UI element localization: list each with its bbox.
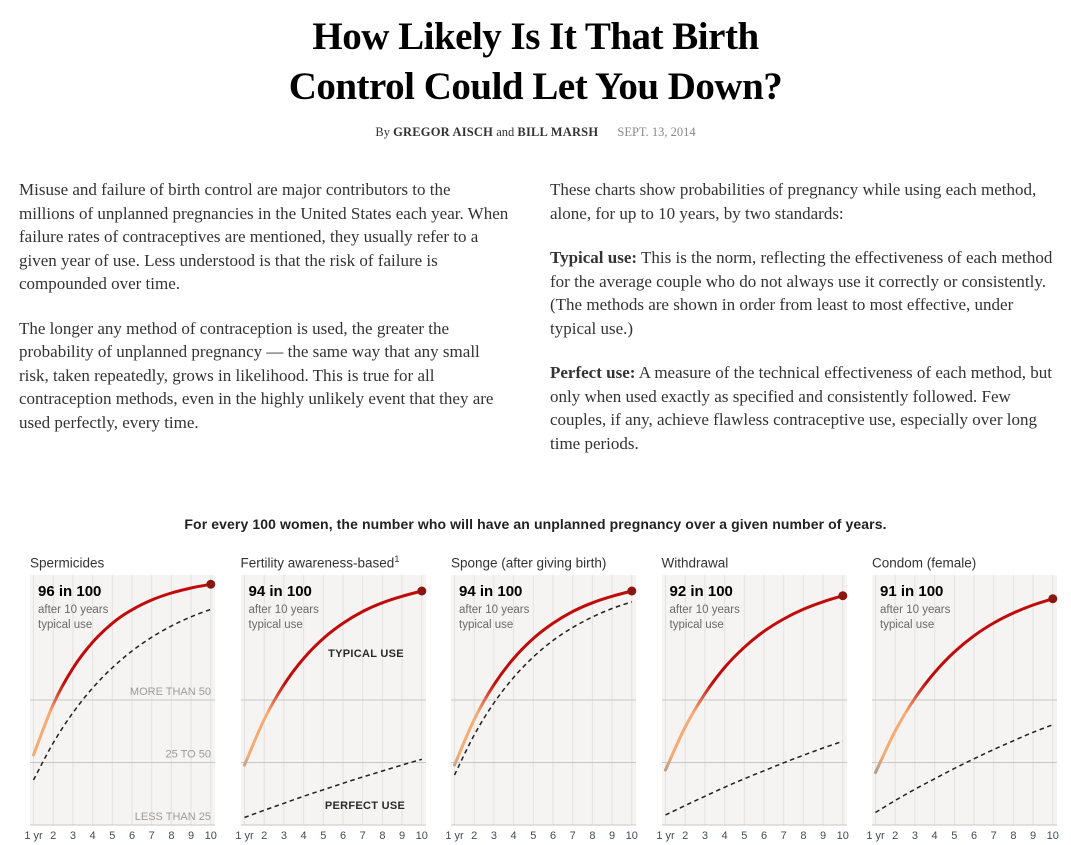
svg-text:7: 7 [780,830,787,842]
svg-text:PERFECT USE: PERFECT USE [324,800,405,812]
svg-text:9: 9 [1030,830,1037,842]
charts-headline: For every 100 women, the number who will have an unplanned pregnancy over a given number of years. [184,516,887,532]
svg-text:6: 6 [549,830,557,842]
svg-text:7: 7 [359,830,366,842]
paragraph-typical-use [550,246,1061,340]
end-point-dot [838,591,847,600]
svg-text:10: 10 [836,830,849,842]
title-line-2: Control Could Let You Down? [288,65,783,108]
svg-text:10: 10 [625,830,638,842]
svg-text:2: 2 [471,830,478,842]
callout-line1: after 10 years [248,604,319,616]
byline-conjunction: and [496,125,515,139]
paragraph-perfect-use [550,361,1061,455]
author-1: GREGOR AISCH [393,125,494,139]
charts-section [0,516,1071,842]
page-title [0,12,1071,112]
byline [0,125,1071,140]
callout-value: 96 in 100 [38,583,102,600]
callout-value: 92 in 100 [669,583,733,600]
callout-line2: typical use [38,618,93,631]
svg-text:3: 3 [490,830,497,842]
svg-text:25 TO 50: 25 TO 50 [165,748,211,761]
chart-title: Condom (female) [872,555,977,571]
x-axis-labels [24,830,217,842]
svg-text:3: 3 [911,830,918,842]
svg-text:6: 6 [339,830,346,842]
line-chart-plot [24,575,217,842]
chart-sponge [445,554,638,842]
chart-title: Withdrawal [661,555,729,571]
svg-text:MORE THAN 50: MORE THAN 50 [129,686,211,698]
svg-text:2: 2 [681,830,688,842]
perfect-use-lead-in: Perfect use: [550,363,636,382]
svg-text:9: 9 [398,830,405,842]
x-axis-labels [235,830,428,842]
svg-text:2: 2 [260,830,267,842]
svg-text:1 yr: 1 yr [866,830,885,842]
svg-text:4: 4 [721,830,728,842]
typical-use-lead-in: Typical use: [550,248,638,267]
svg-text:LESS THAN 25: LESS THAN 25 [134,811,211,823]
chart-title: Spermicides [30,555,105,571]
svg-text:8: 8 [168,830,175,842]
svg-text:4: 4 [89,830,96,842]
svg-text:5: 5 [951,830,958,842]
chart-title: Sponge (after giving birth) [451,555,607,571]
paragraph: These charts show probabilities of pregnancy while using each method, alone, for up to 10 years, by two standards: [550,180,1037,223]
end-point-dot [206,580,215,589]
svg-text:2: 2 [50,830,57,842]
right-column [550,178,1061,476]
line-chart-plot [655,575,849,842]
svg-text:3: 3 [701,830,708,842]
svg-text:4: 4 [300,830,307,842]
chart-withdrawal [655,554,849,842]
svg-text:2: 2 [892,830,899,842]
svg-text:1 yr: 1 yr [234,830,254,842]
svg-text:8: 8 [589,830,596,842]
callout-line2: typical use [669,618,724,631]
svg-text:7: 7 [990,830,997,842]
perfect-use-text: A measure of the technical effectiveness of each method, but only when used exactly as specified and consistently followed. Few couples, if any, achieve flawless contraceptive use, especially over long time periods. [550,363,1052,453]
svg-text:10: 10 [415,830,428,842]
svg-text:8: 8 [799,830,806,842]
callout-line1: after 10 years [459,604,530,616]
callout-value: 91 in 100 [880,583,944,600]
callout-line2: typical use [459,618,514,631]
svg-text:3: 3 [280,830,287,842]
author-2: BILL MARSH [517,125,599,139]
svg-text:10: 10 [204,830,217,842]
callout-line1: after 10 years [880,604,951,616]
paragraph: Misuse and failure of birth control are major contributors to the millions of unplanned pregnancies in the United States each year. When failure rates of contraceptives are mentioned, they usually refer to a given year of use. Less understood is that the risk of failure is compounded over time. [19,180,509,293]
callout-line2: typical use [248,618,303,631]
end-point-dot [1048,594,1057,603]
svg-text:4: 4 [510,830,517,842]
svg-text:5: 5 [530,830,537,842]
byline-prefix: By [375,125,390,139]
svg-text:TYPICAL USE: TYPICAL USE [327,648,404,660]
end-point-dot [417,587,426,596]
svg-text:5: 5 [740,830,747,842]
x-axis-labels [656,830,849,842]
svg-text:9: 9 [188,830,195,842]
svg-text:7: 7 [569,830,576,842]
callout-line1: after 10 years [38,604,109,616]
callout-line2: typical use [880,618,935,631]
line-chart-svg [866,575,1059,845]
svg-text:5: 5 [319,830,326,842]
svg-text:6: 6 [970,830,978,842]
svg-text:1 yr: 1 yr [445,830,464,842]
chart-fertility-awareness [234,554,428,842]
callout-value: 94 in 100 [248,583,312,600]
title-line-1: How Likely Is It That Birth [312,15,759,58]
chart-condom-female [866,554,1059,842]
chart-title: Fertility awareness-based$^1$ [240,554,400,571]
line-chart-plot [866,575,1059,842]
svg-text:8: 8 [378,830,385,842]
svg-text:5: 5 [109,830,116,842]
x-axis-labels [866,830,1059,842]
svg-text:7: 7 [148,830,155,842]
article-header [0,0,1071,140]
typical-use-text: This is the norm, reflecting the effectiveness of each method for the average couple who do not always use it correctly or consistently. (The methods are shown in order from least to most effective, under typical use.) [550,248,1053,338]
chart-spermicides [24,554,217,842]
line-chart-svg [655,575,849,845]
svg-text:9: 9 [609,830,616,842]
article-body [0,178,1071,476]
svg-text:8: 8 [1010,830,1017,842]
svg-text:10: 10 [1046,830,1059,842]
svg-text:9: 9 [819,830,826,842]
svg-text:6: 6 [128,830,136,842]
callout-line1: after 10 years [669,604,740,616]
end-point-dot [627,587,636,596]
svg-text:1 yr: 1 yr [655,830,675,842]
svg-text:1 yr: 1 yr [24,830,43,842]
line-chart-svg [445,575,638,845]
svg-text:3: 3 [69,830,76,842]
charts-row [0,554,1071,842]
paragraph: The longer any method of contraception is used, the greater the probability of unplanned pregnancy — the same way that any small risk, taken repeatedly, grows in likelihood. This is true for all contraception methods, even in the highly unlikely event that they are used perfectly, every time. [19,318,494,432]
x-axis-labels [445,830,638,842]
line-chart-plot [445,575,638,842]
line-chart-svg [234,575,428,845]
svg-text:6: 6 [760,830,767,842]
callout-value: 94 in 100 [459,583,523,600]
line-chart-svg [24,575,217,845]
left-column [19,178,510,476]
svg-text:4: 4 [931,830,938,842]
publish-date: SEPT. 13, 2014 [617,125,696,139]
line-chart-plot [234,575,428,842]
